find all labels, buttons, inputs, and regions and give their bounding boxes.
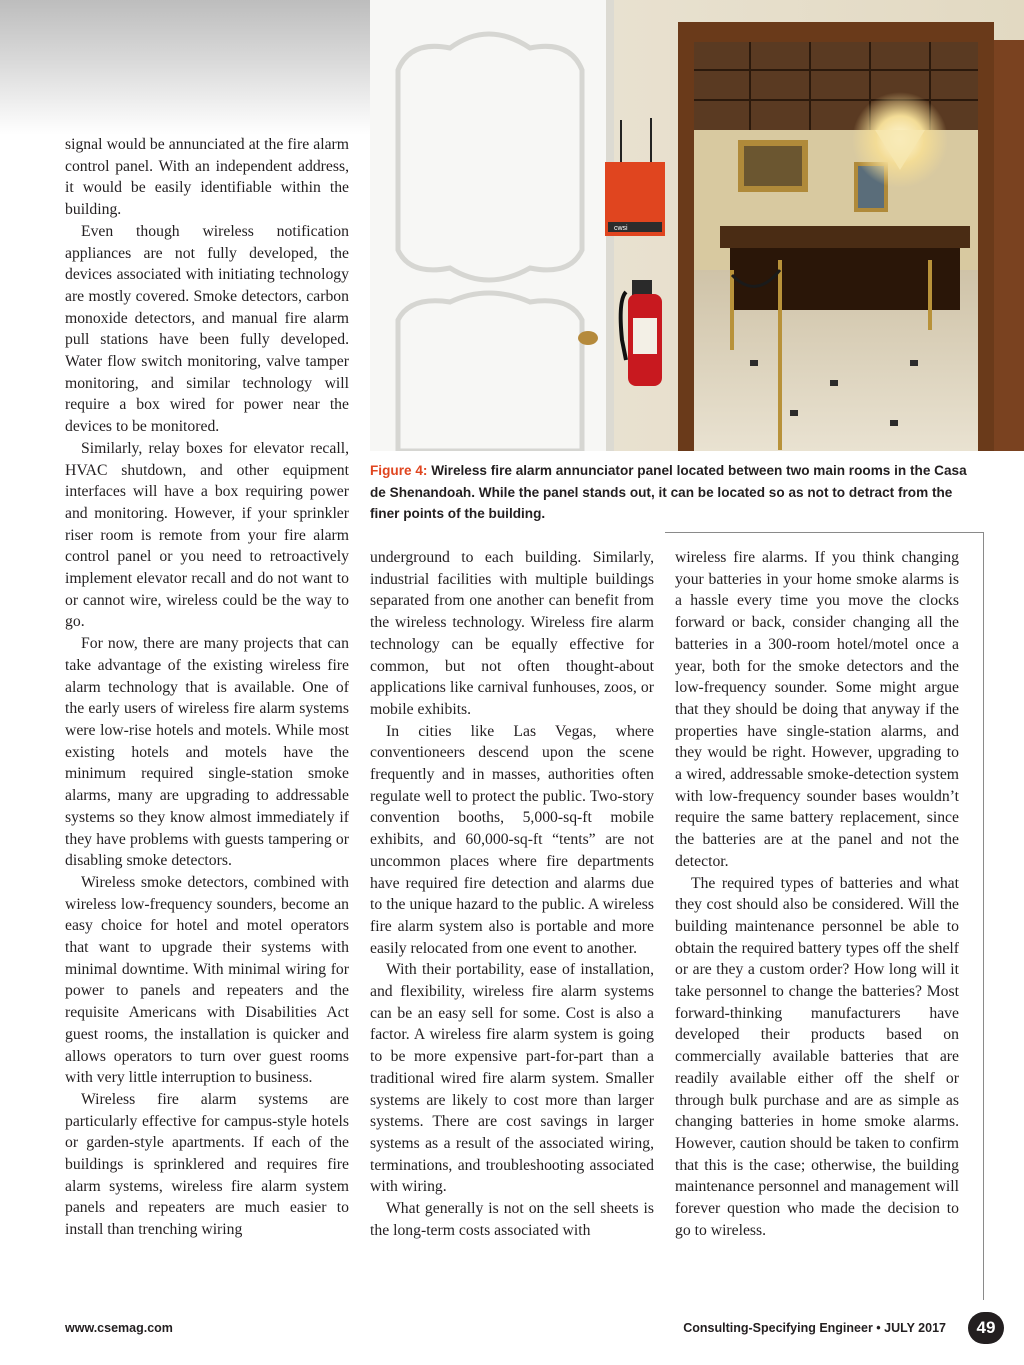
paragraph: In cities like Las Vegas, where conventioneers descend upon the scene frequently and in masses, authorities often regulate well to protect the public. Two-story convention booths, 5,000-sq-ft mobile exhibits, and 60,000-sq-ft “tents” are not uncommon places where fire departments have required fire detection and alarms due to the unique hazard to the public. A wireless fire alarm system also is portable and more easily relocated from one event to another. xyxy=(370,722,654,957)
figure-caption xyxy=(370,460,970,525)
paragraph: Even though wireless notification appliances are not fully developed, the devices associated with initiating technology are mostly covered. Smoke detectors, carbon monoxide detectors, and manual fire alarm pull stations have been fully developed. Water flow switch monitoring, valve tamper monitoring, and similar technology will require a box wired for power near the devices to be monitored. xyxy=(65,222,349,436)
paragraph: wireless fire alarms. If you think changing your batteries in your home smoke alarms is a hassle every time you move the clocks forward or back, consider changing all the batteries in a 300-room hotel/motel once a year, both for the smoke detectors and the low-frequency sounder. Some might argue that they should be doing that anyway if the properties have single-station alarms, and they would be right. However, upgrading to a wired, addressable smoke-detection system with low-frequency sounder bases wouldn’t require the same battery replacement, since the batteries are at the panel and not the detector. xyxy=(675,549,959,870)
text-column-1 xyxy=(65,134,349,1241)
footer-publication: Consulting-Specifying Engineer • JULY 2017 xyxy=(683,1321,946,1335)
paragraph: For now, there are many projects that can take advantage of the existing wireless fire alarm technology that is available. One of the early users of wireless fire alarm systems were low-rise hotels and motels. While most existing hotels and motels have the minimum required single-station smoke alarms, many are upgrading to addressable systems so they know almost immediately if they have problems with guests tampering or disabling smoke detectors. xyxy=(65,635,349,870)
page-number-badge: 49 xyxy=(968,1312,1004,1344)
paragraph: signal would be annunciated at the fire alarm control panel. With an independent address, it would be easily identifiable within the building. xyxy=(65,136,349,219)
page-corner-shading xyxy=(0,0,370,135)
sidebar-rule xyxy=(983,532,984,1300)
figure-4-photo xyxy=(370,0,1024,451)
paragraph: With their portability, ease of installation, and flexibility, wireless fire alarm systems can be an easy sell for some. Cost is also a factor. A wireless fire alarm system is going to be more expensive part-for-part than a traditional wired fire alarm system. Smaller systems are likely to cost more than larger systems. There are cost savings in larger systems as a result of the associated wiring, terminations, and troubleshooting associated with wiring. xyxy=(370,961,654,1196)
paragraph: The required types of batteries and what they cost should also be considered. Will the building maintenance personnel be able to obtain the required battery types off the shelf or are they a custom order? How long will it take personnel to change the batteries? Most forward-thinking manufacturers have developed their products based on commercially available batteries that are readily available either off the shelf or through bulk purchase and are as simple as changing batteries in home smoke alarms. However, caution should be taken to confirm that this is the case; otherwise, the building maintenance personnel and management will forever question who made the decision to go to wireless. xyxy=(675,874,959,1239)
figure-caption-text: Wireless fire alarm annunciator panel located between two main rooms in the Casa de Shenandoah. While the panel stands out, it can be located so as not to detract from the finer points of the building. xyxy=(370,463,967,521)
figure-label: Figure 4: xyxy=(370,463,428,478)
text-column-3 xyxy=(675,547,959,1242)
paragraph: Wireless smoke detectors, combined with wireless low-frequency sounders, become an easy choice for hotel and motel operators that want to upgrade their systems with minimal downtime. With minimal wiring for power to panels and repeaters and the requisite Americans with Disabilities Act guest rooms, the installation is quicker and allows operators to turn over guest rooms with very little interruption to business. xyxy=(65,873,349,1087)
panel-brand-text: cwsi xyxy=(614,225,628,232)
paragraph: underground to each building. Similarly, industrial facilities with multiple buildings separated from one another can benefit from the wireless technology. Wireless fire alarm technology can be equally effective for common, but not often thought-about applications like carnival funhouses, zoos, or mobile exhibits. xyxy=(370,549,654,718)
paragraph: Similarly, relay boxes for elevator recall, HVAC shutdown, and other equipment interfaces will have a box requiring power and monitoring. However, if your sprinkler riser room is remote from your fire alarm control panel or you need to retroactively implement elevator recall and do not want to or cannot wire, wireless could be the way to go. xyxy=(65,439,349,631)
paragraph: What generally is not on the sell sheets is the long-term costs associated with xyxy=(370,1200,654,1239)
text-column-2 xyxy=(370,547,654,1242)
paragraph: Wireless fire alarm systems are particularly effective for campus-style hotels or garden-style apartments. If each of the buildings is sprinklered and requires fire alarm systems, wireless fire alarm system panels and repeaters are much easier to install than trenching wiring xyxy=(65,1090,349,1239)
sidebar-rule-top xyxy=(665,532,984,533)
footer-url-link[interactable]: www.csemag.com xyxy=(65,1321,173,1335)
